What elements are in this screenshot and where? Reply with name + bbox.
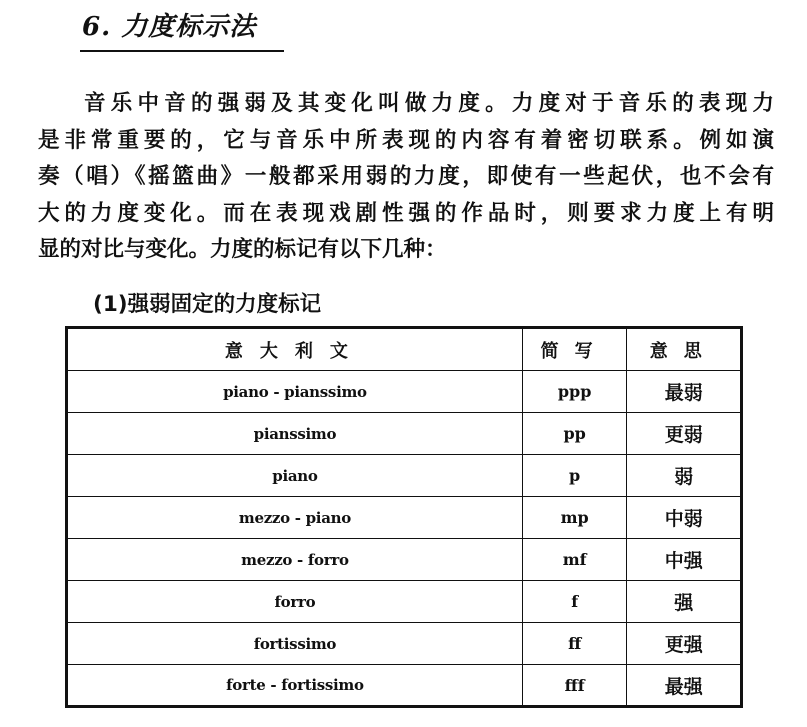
body-paragraph: [38, 86, 774, 269]
abbreviation-cell: ppp: [522, 371, 627, 413]
table-row: [67, 581, 742, 623]
meaning-cell: 最弱: [627, 371, 742, 413]
column-header-meaning: 意思: [627, 328, 742, 371]
meaning-cell: 强: [627, 581, 742, 623]
italian-term-cell: fortissimo: [67, 623, 523, 665]
meaning-cell: 更强: [627, 623, 742, 665]
paragraph-line: 音乐中音的强弱及其变化叫做力度。力度对于音乐的表现力: [84, 91, 774, 116]
table-header-row: [67, 328, 742, 371]
meaning-cell: 弱: [627, 455, 742, 497]
table-row: [67, 539, 742, 581]
meaning-cell: 最强: [627, 665, 742, 707]
table-row: [67, 455, 742, 497]
abbreviation-cell: mf: [522, 539, 627, 581]
table-row: [67, 497, 742, 539]
table-row: [67, 413, 742, 455]
column-header-italian: 意大利文: [67, 328, 523, 371]
meaning-cell: 中弱: [627, 497, 742, 539]
paragraph-line: 大的力度变化。而在表现戏剧性强的作品时，则要求力度上有明: [38, 200, 774, 226]
abbreviation-cell: pp: [522, 413, 627, 455]
italian-term-cell: pianssimo: [67, 413, 523, 455]
abbreviation-cell: ff: [522, 623, 627, 665]
table-row: [67, 623, 742, 665]
italian-term-cell: mezzo - forro: [67, 539, 523, 581]
abbreviation-cell: p: [522, 455, 627, 497]
abbreviation-cell: mp: [522, 497, 627, 539]
paragraph-line: 显的对比与变化。力度的标记有以下几种：: [38, 237, 447, 263]
table-row: [67, 371, 742, 413]
dynamics-table: [65, 326, 743, 708]
subheading: (1)强弱固定的力度标记: [93, 292, 322, 317]
italian-term-cell: forro: [67, 581, 523, 623]
italian-term-cell: piano: [67, 455, 523, 497]
paragraph-line: 奏（唱）《摇篮曲》一般都采用弱的力度，即使有一些起伏，也不会有: [38, 164, 774, 190]
abbreviation-cell: f: [522, 581, 627, 623]
column-header-abbreviation: 简写: [522, 328, 627, 371]
italian-term-cell: piano - pianssimo: [67, 371, 523, 413]
heading-underline: [80, 50, 284, 52]
italian-term-cell: mezzo - piano: [67, 497, 523, 539]
abbreviation-cell: fff: [522, 665, 627, 707]
meaning-cell: 更弱: [627, 413, 742, 455]
italian-term-cell: forte - fortissimo: [67, 665, 523, 707]
table-row: [67, 665, 742, 707]
section-heading: 6. 力度标示法: [82, 12, 257, 42]
meaning-cell: 中强: [627, 539, 742, 581]
paragraph-line: 是非常重要的，它与音乐中所表现的内容有着密切联系。例如演: [38, 127, 774, 153]
